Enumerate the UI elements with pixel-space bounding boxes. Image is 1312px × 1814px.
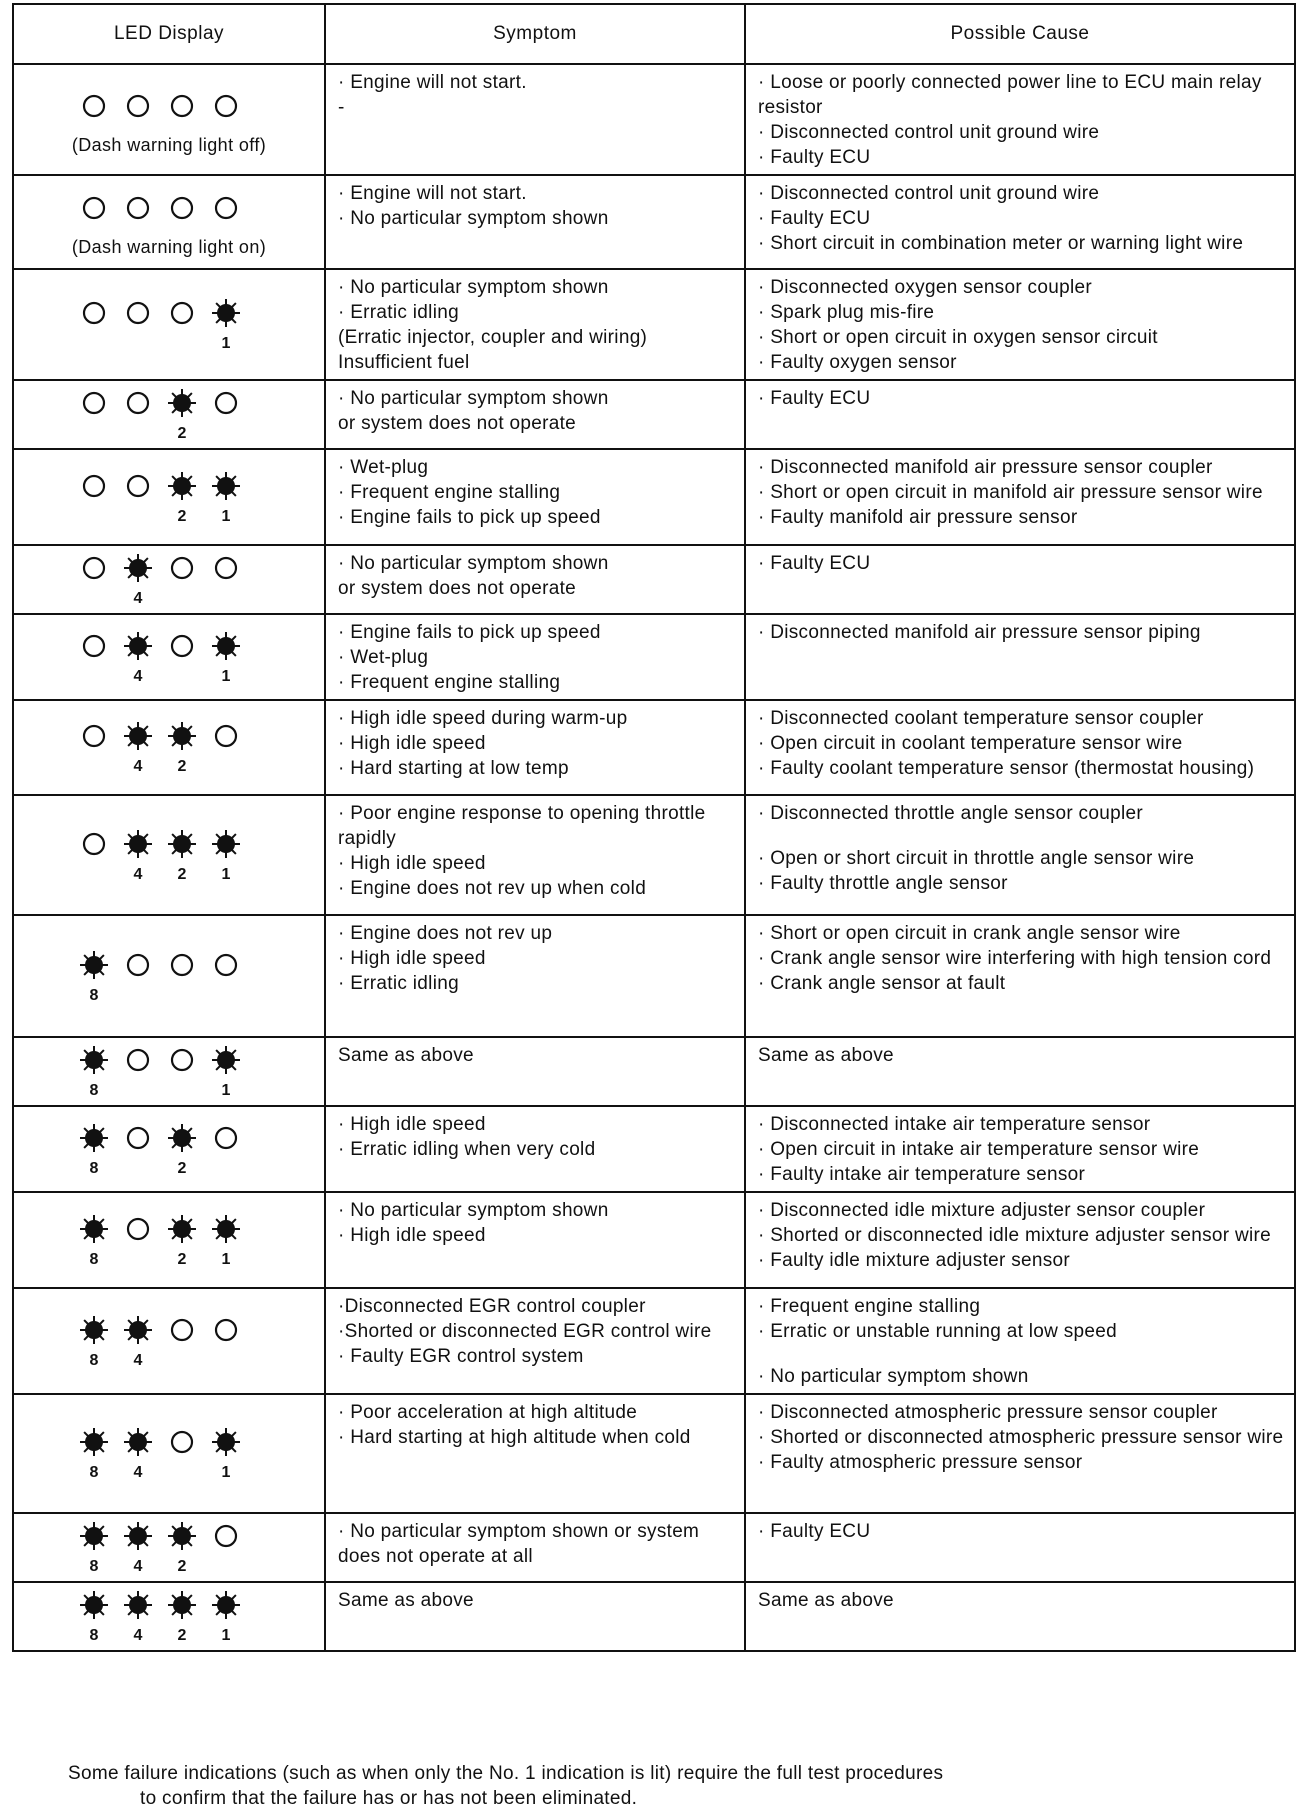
led-display-cell: [13, 1513, 325, 1582]
possible-cause-cell: [745, 1192, 1295, 1288]
led-bit-label: 1: [221, 1464, 231, 1481]
symptom-line: ·Shorted or disconnected EGR control wire: [338, 1321, 712, 1342]
cause-line: · Shorted or disconnected idle mixture adjuster sensor wire: [758, 1225, 1271, 1246]
led-off-icon: [211, 1123, 241, 1153]
led-bit-label: 4: [133, 1351, 143, 1369]
symptom-line: · Engine will not start.: [338, 183, 527, 204]
symptom-line: · Engine fails to pick up speed: [338, 507, 601, 528]
symptom-cell: [325, 1192, 745, 1288]
cause-line: · Faulty oxygen sensor: [758, 352, 957, 373]
led-off-icon: [167, 298, 197, 328]
led-bit-label: 1: [221, 1082, 231, 1099]
led-off-icon: [79, 553, 109, 583]
led-lit-icon: [211, 471, 241, 501]
led-group: [79, 822, 259, 884]
led-lit-icon: [167, 388, 197, 418]
led-bit-label: 8: [89, 1351, 99, 1369]
led-bit-label: 8: [89, 1627, 99, 1644]
led-bit-label: 1: [221, 865, 231, 883]
symptom-line: (Erratic injector, coupler and wiring): [338, 327, 648, 348]
led-lit-icon: [167, 1214, 197, 1244]
table-row: [13, 269, 1295, 380]
led-off-icon: [211, 721, 241, 751]
cause-line: · Faulty coolant temperature sensor (thermostat housing): [758, 758, 1255, 779]
cause-line: · Frequent engine stalling: [758, 1296, 981, 1317]
led-lit-icon: [167, 1123, 197, 1153]
led-group: [79, 714, 259, 776]
led-off-icon: [211, 1521, 241, 1551]
cause-line: · Short or open circuit in crank angle sensor wire: [758, 923, 1181, 944]
led-lit-icon: [123, 631, 153, 661]
cause-line: · Disconnected idle mixture adjuster sensor coupler: [758, 1200, 1206, 1221]
led-lit-icon: [123, 1315, 153, 1345]
cause-line: · Disconnected oxygen sensor coupler: [758, 277, 1092, 298]
led-bit-label: 4: [133, 1627, 143, 1644]
led-bit-label: 1: [221, 507, 231, 525]
led-off-icon: [211, 553, 241, 583]
cause-line: · Faulty manifold air pressure sensor: [758, 507, 1078, 528]
cause-line: · Disconnected throttle angle sensor coupler: [758, 803, 1143, 824]
possible-cause-cell: [745, 449, 1295, 545]
led-bit-label: 1: [221, 1250, 231, 1268]
dash-warning-caption: (Dash warning light off): [71, 134, 267, 155]
led-off-icon: [79, 91, 109, 121]
possible-cause-cell: [745, 1513, 1295, 1582]
symptom-line: · Frequent engine stalling: [338, 482, 561, 503]
cause-line: Same as above: [758, 1590, 894, 1611]
led-bit-label: 1: [221, 1627, 231, 1644]
symptom-line: · Poor acceleration at high altitude: [338, 1402, 638, 1423]
symptom-line: · Engine does not rev up when cold: [338, 878, 647, 899]
led-bit-label: 4: [133, 1464, 143, 1481]
cause-line: · Disconnected coolant temperature sensor coupler: [758, 708, 1204, 729]
led-lit-icon: [79, 1590, 109, 1620]
cause-line: · Faulty ECU: [758, 147, 871, 168]
cause-line: · Faulty atmospheric pressure sensor: [758, 1452, 1083, 1473]
led-group: [79, 1420, 259, 1482]
led-off-icon: [79, 298, 109, 328]
symptom-cell: [325, 380, 745, 449]
led-lit-icon: [123, 553, 153, 583]
led-bit-label: 2: [177, 507, 187, 525]
led-display-cell: [13, 1037, 325, 1106]
symptom-line: · Wet-plug: [338, 457, 429, 478]
led-lit-icon: [79, 1214, 109, 1244]
led-lit-icon: [79, 1315, 109, 1345]
cause-line: · No particular symptom shown: [758, 1366, 1029, 1387]
led-off-icon: [211, 193, 241, 223]
possible-cause-cell: [745, 915, 1295, 1037]
symptom-cell: [325, 1582, 745, 1651]
led-lit-icon: [79, 1427, 109, 1457]
led-lit-icon: [211, 298, 241, 328]
led-off-icon: [79, 471, 109, 501]
led-display-cell: [13, 545, 325, 614]
possible-cause-cell: [745, 64, 1295, 175]
table-row: [13, 1192, 1295, 1288]
led-group: [79, 84, 259, 128]
symptom-cell: [325, 1513, 745, 1582]
cause-line: · Disconnected control unit ground wire: [758, 183, 1100, 204]
led-bit-label: 2: [177, 1159, 187, 1177]
table-row: [13, 1106, 1295, 1192]
led-display-cell: [13, 614, 325, 700]
led-display-cell: [13, 1394, 325, 1513]
cause-line: · Spark plug mis-fire: [758, 302, 935, 323]
led-display-cell: [13, 449, 325, 545]
cause-line: · Disconnected manifold air pressure sensor coupler: [758, 457, 1213, 478]
led-lit-icon: [123, 829, 153, 859]
led-display-cell: [13, 1582, 325, 1651]
table-row: [13, 380, 1295, 449]
cause-line: · Disconnected control unit ground wire: [758, 122, 1100, 143]
symptom-line: · Engine does not rev up: [338, 923, 553, 944]
header-symptom: Symptom: [325, 4, 745, 64]
led-off-icon: [167, 1427, 197, 1457]
table-row: [13, 1288, 1295, 1394]
led-group: [79, 381, 259, 443]
cause-line: · Short or open circuit in oxygen sensor circuit: [758, 327, 1158, 348]
symptom-line: · High idle speed: [338, 1114, 486, 1135]
cause-line: · Faulty intake air temperature sensor: [758, 1164, 1086, 1185]
table-row: [13, 449, 1295, 545]
led-off-icon: [123, 388, 153, 418]
led-off-icon: [123, 193, 153, 223]
symptom-cell: [325, 545, 745, 614]
led-lit-icon: [123, 721, 153, 751]
cause-line: · Open or short circuit in throttle angle sensor wire: [758, 848, 1195, 869]
possible-cause-cell: [745, 795, 1295, 915]
cause-line: · Disconnected atmospheric pressure sensor coupler: [758, 1402, 1218, 1423]
led-group: [79, 624, 259, 686]
led-bit-label: 2: [177, 1250, 187, 1268]
symptom-line: · High idle speed: [338, 948, 486, 969]
led-lit-icon: [167, 1590, 197, 1620]
led-off-icon: [123, 471, 153, 501]
led-display-cell: [13, 700, 325, 795]
led-group: [79, 1207, 259, 1269]
possible-cause-cell: [745, 269, 1295, 380]
symptom-cell: [325, 269, 745, 380]
symptom-line: or system does not operate: [338, 413, 577, 434]
led-display-cell: [13, 64, 325, 175]
table-row: [13, 175, 1295, 269]
table-row: [13, 64, 1295, 175]
symptom-line: Same as above: [338, 1045, 474, 1066]
led-lit-icon: [211, 1427, 241, 1457]
symptom-line: · No particular symptom shown: [338, 277, 609, 298]
led-bit-label: 8: [89, 1159, 99, 1177]
cause-line: · Shorted or disconnected atmospheric pressure sensor wire: [758, 1427, 1284, 1448]
cause-line: · Crank angle sensor wire interfering with high tension cord: [758, 948, 1272, 969]
table-row: [13, 915, 1295, 1037]
header-led-display: LED Display: [13, 4, 325, 64]
led-off-icon: [79, 193, 109, 223]
symptom-line: · High idle speed during warm-up: [338, 708, 628, 729]
led-off-icon: [211, 950, 241, 980]
led-bit-label: 4: [133, 1558, 143, 1575]
symptom-cell: [325, 795, 745, 915]
led-off-icon: [167, 1315, 197, 1345]
symptom-line: · Erratic idling: [338, 302, 459, 323]
symptom-line: · Hard starting at high altitude when cold: [338, 1427, 691, 1448]
led-group: [79, 546, 259, 608]
header-possible-cause: Possible Cause: [745, 4, 1295, 64]
led-group: [79, 1038, 259, 1100]
cause-line: · Faulty ECU: [758, 1521, 871, 1542]
symptom-cell: [325, 700, 745, 795]
led-bit-label: 8: [89, 1464, 99, 1481]
cause-line: · Faulty idle mixture adjuster sensor: [758, 1250, 1071, 1271]
led-off-icon: [123, 91, 153, 121]
cause-line: [758, 826, 1286, 846]
led-bit-label: 4: [133, 590, 143, 607]
led-lit-icon: [123, 1427, 153, 1457]
led-off-icon: [167, 193, 197, 223]
led-bit-label: 2: [177, 425, 187, 442]
cause-line: · Open circuit in intake air temperature sensor wire: [758, 1139, 1200, 1160]
led-off-icon: [211, 388, 241, 418]
led-lit-icon: [211, 1045, 241, 1075]
led-lit-icon: [123, 1521, 153, 1551]
symptom-cell: [325, 1394, 745, 1513]
led-bit-label: 4: [133, 865, 143, 883]
led-group: [79, 943, 259, 1005]
symptom-line: Same as above: [338, 1590, 474, 1611]
symptom-line: · No particular symptom shown: [338, 1200, 609, 1221]
led-group: [79, 1308, 259, 1370]
table-row: [13, 1037, 1295, 1106]
symptom-line: · No particular symptom shown: [338, 208, 609, 229]
symptom-line: Insufficient fuel: [338, 352, 470, 373]
symptom-cell: [325, 1106, 745, 1192]
symptom-line: · Faulty EGR control system: [338, 1346, 584, 1367]
led-lit-icon: [79, 950, 109, 980]
led-display-cell: [13, 1288, 325, 1394]
led-group: [79, 1514, 259, 1576]
led-group: [79, 1116, 259, 1178]
cause-line: · Short circuit in combination meter or warning light wire: [758, 233, 1244, 254]
led-off-icon: [123, 950, 153, 980]
led-off-icon: [79, 388, 109, 418]
symptom-cell: [325, 1288, 745, 1394]
symptom-line: or system does not operate: [338, 578, 577, 599]
led-display-cell: [13, 380, 325, 449]
led-group: [79, 1583, 259, 1645]
led-lit-icon: [79, 1123, 109, 1153]
led-off-icon: [79, 631, 109, 661]
possible-cause-cell: [745, 1582, 1295, 1651]
symptom-line: · Erratic idling when very cold: [338, 1139, 596, 1160]
led-bit-label: 2: [177, 1558, 187, 1575]
table-row: [13, 614, 1295, 700]
cause-line: · Open circuit in coolant temperature sensor wire: [758, 733, 1183, 754]
led-bit-label: 8: [89, 1250, 99, 1268]
led-off-icon: [123, 1214, 153, 1244]
led-off-icon: [211, 1315, 241, 1345]
cause-line: · Faulty throttle angle sensor: [758, 873, 1008, 894]
led-off-icon: [211, 91, 241, 121]
led-code-table: [12, 3, 1296, 1652]
cause-line: · Loose or poorly connected power line to ECU main relay resistor: [758, 72, 1268, 118]
symptom-line: · High idle speed: [338, 1225, 486, 1246]
table-row: [13, 795, 1295, 915]
symptom-line: · Frequent engine stalling: [338, 672, 561, 693]
possible-cause-cell: [745, 1106, 1295, 1192]
table-row: [13, 1582, 1295, 1651]
possible-cause-cell: [745, 380, 1295, 449]
led-off-icon: [167, 553, 197, 583]
cause-line: · Short or open circuit in manifold air pressure sensor wire: [758, 482, 1263, 503]
symptom-line: · Erratic idling: [338, 973, 459, 994]
symptom-line: -: [338, 97, 345, 118]
led-lit-icon: [211, 1214, 241, 1244]
table-row: [13, 1394, 1295, 1513]
led-bit-label: 1: [221, 335, 231, 352]
symptom-line: ·Disconnected EGR control coupler: [338, 1296, 646, 1317]
led-lit-icon: [211, 1590, 241, 1620]
led-display-cell: [13, 915, 325, 1037]
dash-warning-caption: (Dash warning light on): [71, 237, 267, 257]
possible-cause-cell: [745, 1037, 1295, 1106]
led-display-cell: [13, 269, 325, 380]
possible-cause-cell: [745, 175, 1295, 269]
led-off-icon: [167, 950, 197, 980]
led-display-cell: [13, 1192, 325, 1288]
possible-cause-cell: [745, 1394, 1295, 1513]
symptom-cell: [325, 915, 745, 1037]
cause-line: Same as above: [758, 1045, 894, 1066]
led-bit-label: 8: [89, 1082, 99, 1099]
diagnostic-code-sheet: [12, 3, 1294, 1652]
symptom-line: · Hard starting at low temp: [338, 758, 569, 779]
led-bit-label: 2: [177, 865, 187, 883]
led-group: [79, 291, 259, 353]
symptom-line: · High idle speed: [338, 733, 486, 754]
table-header-row: [13, 4, 1295, 64]
led-lit-icon: [79, 1521, 109, 1551]
symptom-cell: [325, 449, 745, 545]
symptom-line: · Engine fails to pick up speed: [338, 622, 601, 643]
symptom-line: · Poor engine response to opening throttle rapidly: [338, 803, 712, 849]
led-lit-icon: [167, 829, 197, 859]
led-group: [79, 186, 259, 230]
led-bit-label: 2: [177, 758, 187, 775]
led-display-cell: [13, 175, 325, 269]
led-off-icon: [167, 91, 197, 121]
footnote-line-1: Some failure indications (such as when only the No. 1 indication is lit) require the full test procedures: [68, 1763, 944, 1784]
led-lit-icon: [211, 631, 241, 661]
symptom-line: · No particular symptom shown or system does not operate at all: [338, 1521, 705, 1567]
led-lit-icon: [167, 721, 197, 751]
led-bit-label: 8: [89, 1558, 99, 1575]
led-off-icon: [79, 829, 109, 859]
led-group: [79, 464, 259, 526]
cause-line: [758, 1344, 1286, 1364]
led-lit-icon: [167, 1521, 197, 1551]
cause-line: · Faulty ECU: [758, 208, 871, 229]
possible-cause-cell: [745, 700, 1295, 795]
led-off-icon: [123, 298, 153, 328]
symptom-line: · High idle speed: [338, 853, 486, 874]
cause-line: · Erratic or unstable running at low speed: [758, 1321, 1118, 1342]
symptom-line: · No particular symptom shown: [338, 553, 609, 574]
table-row: [13, 700, 1295, 795]
led-off-icon: [167, 1045, 197, 1075]
symptom-line: · No particular symptom shown: [338, 388, 609, 409]
symptom-cell: [325, 175, 745, 269]
symptom-cell: [325, 614, 745, 700]
symptom-cell: [325, 1037, 745, 1106]
cause-line: · Faulty ECU: [758, 553, 871, 574]
led-lit-icon: [211, 829, 241, 859]
symptom-cell: [325, 64, 745, 175]
led-display-cell: [13, 1106, 325, 1192]
led-lit-icon: [167, 471, 197, 501]
led-off-icon: [123, 1045, 153, 1075]
led-bit-label: 4: [133, 667, 143, 685]
cause-line: · Crank angle sensor at fault: [758, 973, 1006, 994]
cause-line: · Disconnected intake air temperature sensor: [758, 1114, 1151, 1135]
led-lit-icon: [123, 1590, 153, 1620]
symptom-line: · Wet-plug: [338, 647, 429, 668]
cause-line: · Faulty ECU: [758, 388, 871, 409]
led-off-icon: [79, 721, 109, 751]
led-bit-label: 4: [133, 758, 143, 775]
led-bit-label: 8: [89, 986, 99, 1004]
led-lit-icon: [79, 1045, 109, 1075]
footnote-line-2: to confirm that the failure has or has not been eliminated.: [140, 1788, 638, 1809]
led-off-icon: [167, 631, 197, 661]
possible-cause-cell: [745, 1288, 1295, 1394]
led-bit-label: 2: [177, 1627, 187, 1644]
led-off-icon: [123, 1123, 153, 1153]
footnote: [68, 1761, 1268, 1811]
possible-cause-cell: [745, 545, 1295, 614]
symptom-line: · Engine will not start.: [338, 72, 527, 93]
cause-line: · Disconnected manifold air pressure sensor piping: [758, 622, 1201, 643]
led-display-cell: [13, 795, 325, 915]
led-bit-label: 1: [221, 667, 231, 685]
table-row: [13, 1513, 1295, 1582]
possible-cause-cell: [745, 614, 1295, 700]
table-row: [13, 545, 1295, 614]
